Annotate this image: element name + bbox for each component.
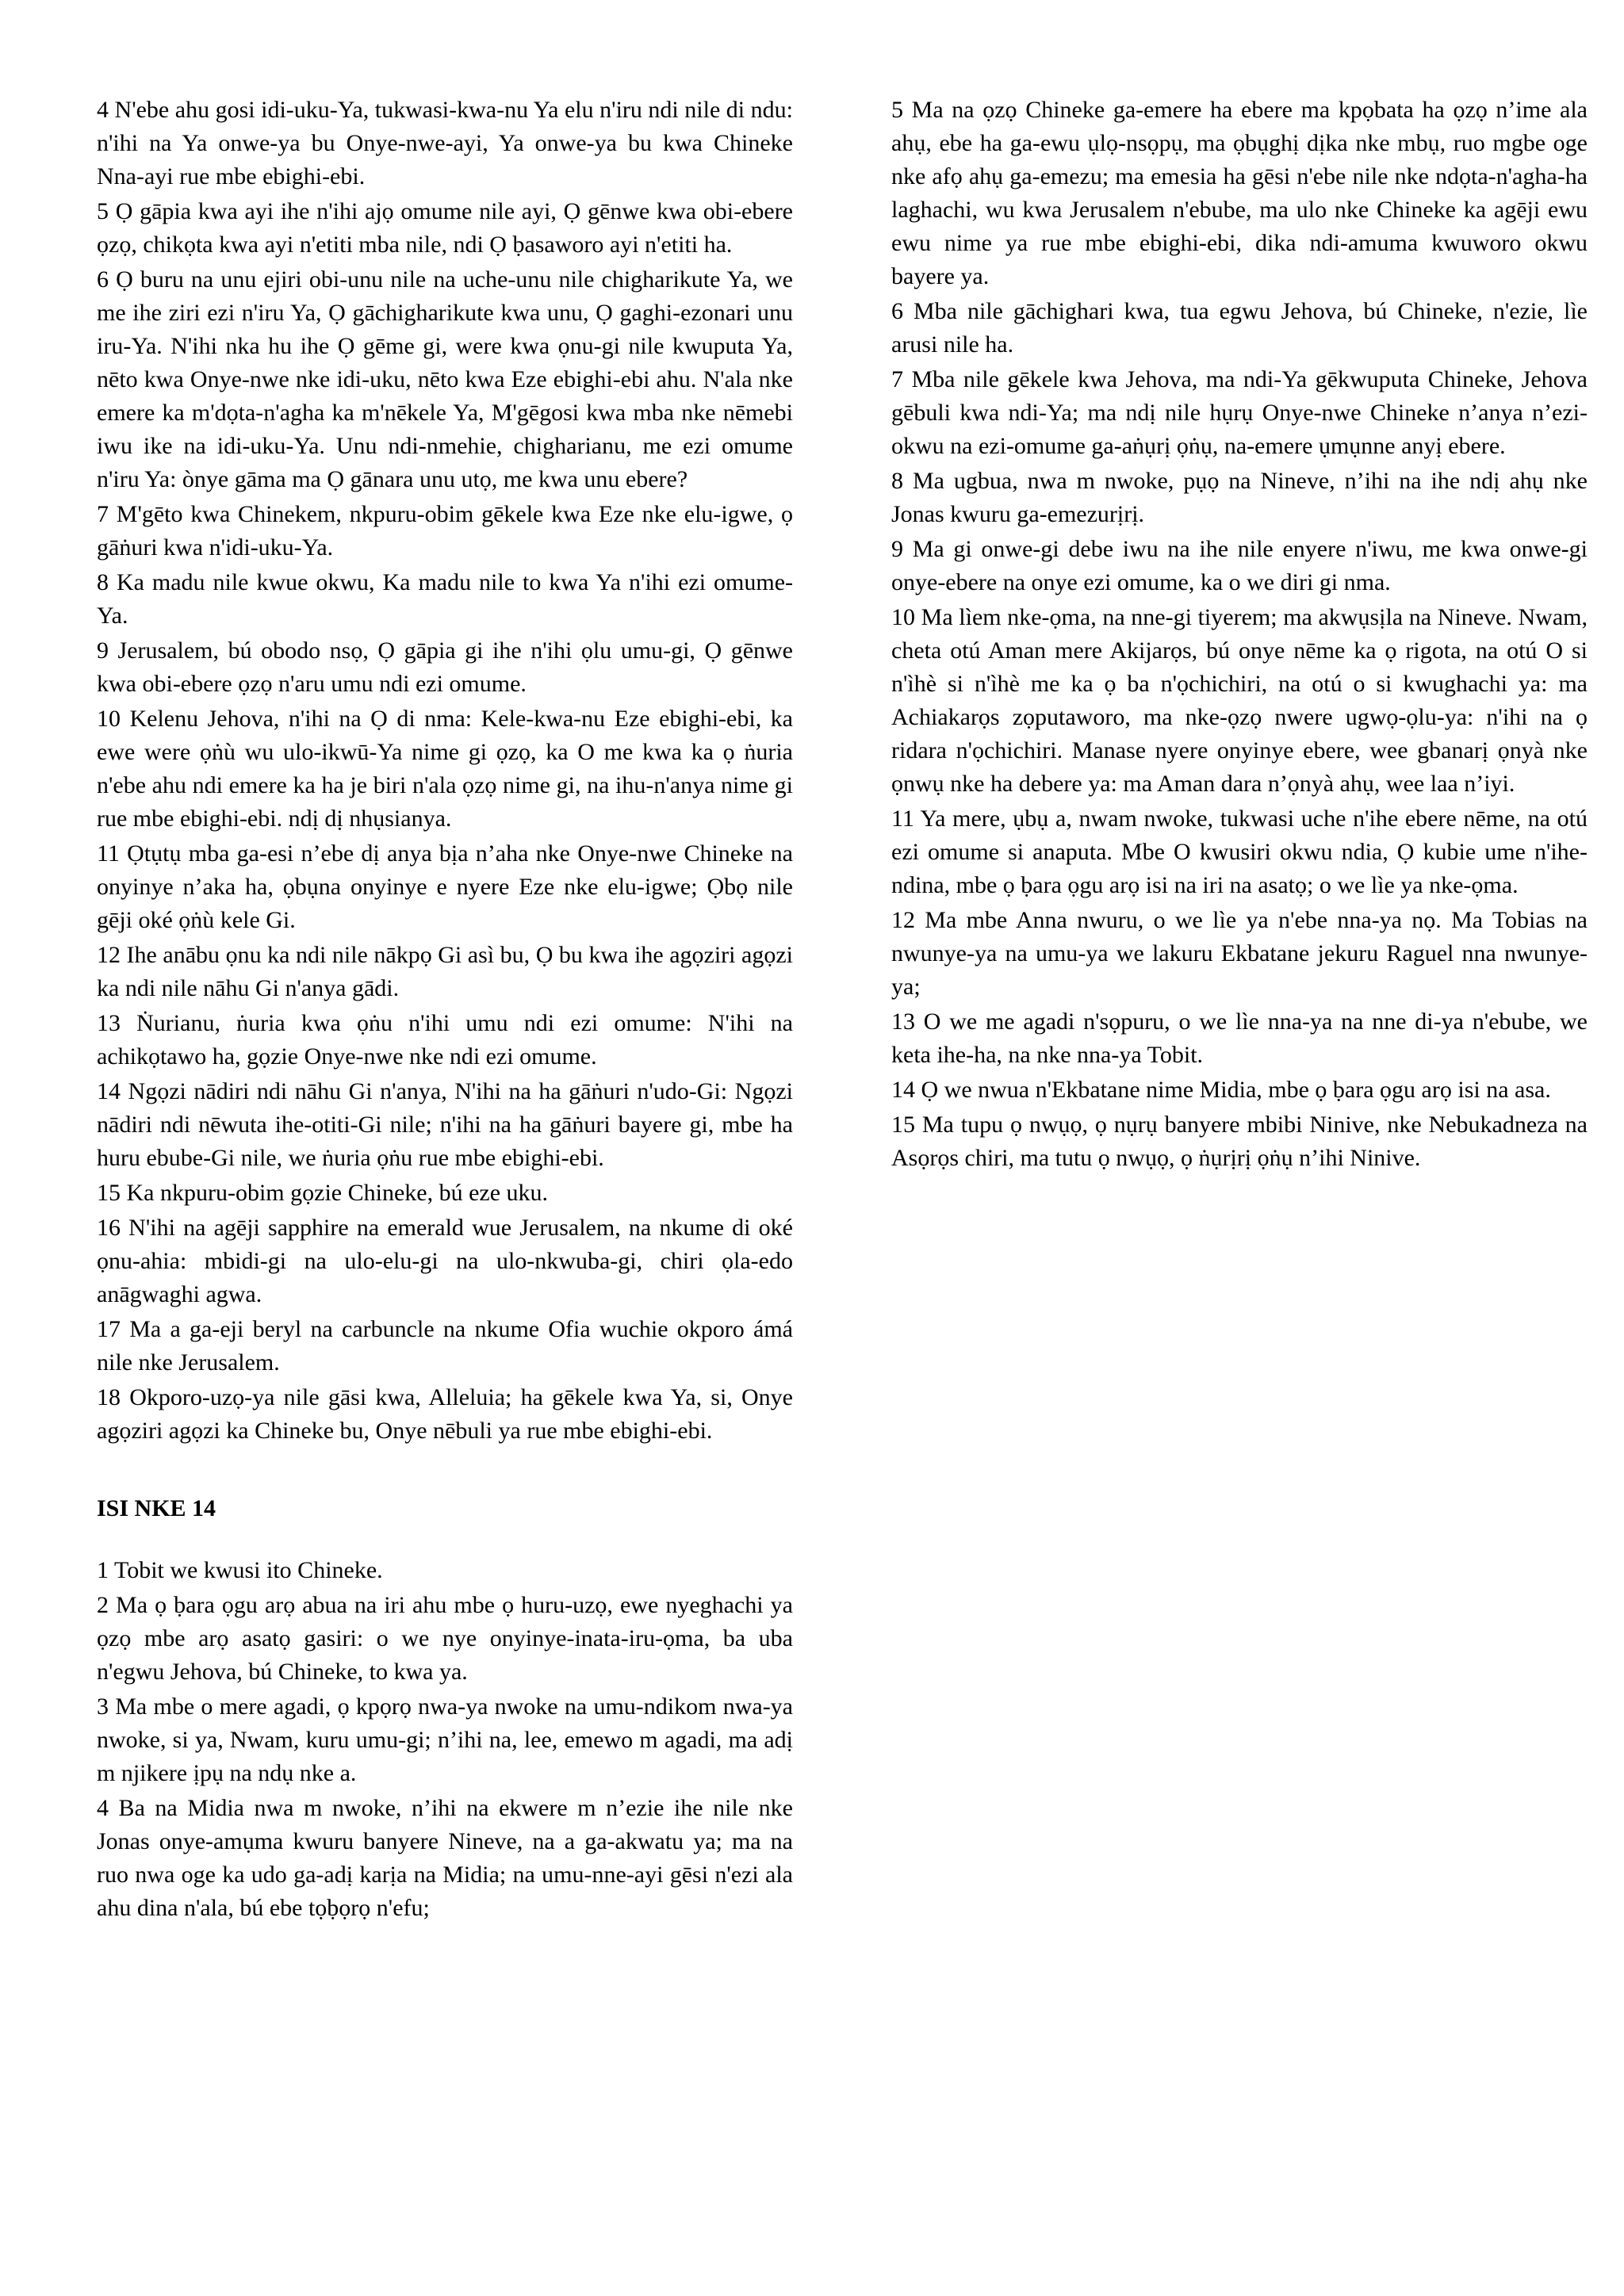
verse: 10 Ma lìem nke-ọma, na nne-gi tiyerem; ma akwụsịla na Nineve. Nwam, cheta otú Aman mere Akijarọs, bú onye nēme ka ọ rigota, na otú O si n'ìhè si n'ìhè me ka ọ ba n'ọchichiri, na otú o si kwughachi ya: ma Achiakarọs zọputaworo, ma nke-ọzọ nwere ugwọ-ọlu-ya: n'ihi na ọ ridara n'ọchichiri. Manase nyere onyinye ebere, wee gbanarị ọnyà nke ọnwụ nke ha debere ya: ma Aman dara n’ọnyà ahụ, wee laa n’iyi. bbox=[891, 604, 1588, 797]
verse: 11 Ọtụtụ mba ga-esi n’ebe dị anya bịa n’aha nke Onye-nwe Chineke na onyinye n’aka ha, ọbụna onyinye e nyere Eze nke elu-igwe; Ọbọ nile gēji oké ọṅù kele Gi. bbox=[97, 840, 793, 933]
chapter-heading: ISI NKE 14 bbox=[97, 1495, 216, 1521]
verse: 9 Jerusalem, bú obodo nsọ, Ọ gāpia gi ihe n'ihi ọlu umu-gi, Ọ gēnwe kwa obi-ebere ọzọ n'aru umu ndi ezi omume. bbox=[97, 637, 793, 697]
verse: 12 Ihe anābu ọnu ka ndi nile nākpọ Gi asì bu, Ọ bu kwa ihe agọziri agọzi ka ndi nile nāhu Gi n'anya gādi. bbox=[97, 942, 793, 1001]
verse: 6 Mba nile gāchighari kwa, tua egwu Jehova, bú Chineke, n'ezie, lìe arusi nile ha. bbox=[891, 298, 1588, 358]
verse: 5 Ọ gāpia kwa ayi ihe n'ihi ajọ omume nile ayi, Ọ gēnwe kwa obi-ebere ọzọ, chikọta kwa ayi n'etiti mba nile, ndi Ọ ḅasaworo ayi n'etiti ha. bbox=[97, 198, 793, 258]
verse: 8 Ma ugbua, nwa m nwoke, pụọ na Nineve, n’ihi na ihe ndị ahụ nke Jonas kwuru ga-emezurịrị. bbox=[891, 468, 1588, 527]
verse: 18 Okporo-uzọ-ya nile gāsi kwa, Alleluia; ha gēkele kwa Ya, si, Onye agọziri agọzi ka Chineke bu, Onye nēbuli ya rue mbe ebighi-ebi. bbox=[97, 1384, 793, 1444]
verse: 17 Ma a ga-eji beryl na carbuncle na nkume Ofia wuchie okporo ámá nile nke Jerusalem. bbox=[97, 1316, 793, 1376]
verse: 9 Ma gi onwe-gi debe iwu na ihe nile enyere n'iwu, me kwa onwe-gi onye-ebere na onye ezi omume, ka o we diri gi nma. bbox=[891, 536, 1588, 595]
verse: 8 Ka madu nile kwue okwu, Ka madu nile to kwa Ya n'ihi ezi omume-Ya. bbox=[97, 569, 793, 629]
verse: 6 Ọ buru na unu ejiri obi-unu nile na uche-unu nile chigharikute Ya, we me ihe ziri ezi n'iru Ya, Ọ gāchigharikute kwa unu, Ọ gaghi-ezonari unu iru-Ya. N'ihi nka hu ihe Ọ gēme gi, were kwa ọnu-gi nile kwuputa Ya, nēto kwa Onye-nwe nke idi-uku, nēto kwa Eze ebighi-ebi ahu. N'ala nke emere ka m'dọta-n'agha ka m'nēkele Ya, M'gēgosi kwa mba nke nēmebi iwu ike na idi-uku-Ya. Unu ndi-nmehie, chigharianu, me ezi omume n'iru Ya: ònye gāma ma Ọ gānara unu utọ, me kwa unu ebere? bbox=[97, 266, 793, 492]
verse: 7 Mba nile gēkele kwa Jehova, ma ndi-Ya gēkwuputa Chineke, Jehova gēbuli kwa ndi-Ya; ma ndị nile hụrụ Onye-nwe Chineke n’anya n’ezi-okwu na ezi-omume ga-aṅụrị ọṅụ, na-emere ụmụnne anyị ebere. bbox=[891, 366, 1588, 459]
verse: 15 Ma tupu ọ nwụọ, ọ nụrụ banyere mbibi Ninive, nke Nebukadneza na Asọrọs chiri, ma tutu ọ nwụọ, ọ ṅụrịrị ọṅụ n’ihi Ninive. bbox=[891, 1112, 1588, 1171]
verse: 3 Ma mbe o mere agadi, ọ kpọrọ nwa-ya nwoke na umu-ndikom nwa-ya nwoke, si ya, Nwam, kuru umu-gi; n’ihi na, lee, emewo m agadi, ma adị m njikere ịpụ na ndụ nke a. bbox=[97, 1693, 793, 1786]
verse: 11 Ya mere, ụbụ a, nwam nwoke, tukwasi uche n'ihe ebere nēme, na otú ezi omume si anaputa. Mbe O kwusiri okwu ndia, Ọ kubie ume n'ihe-ndina, mbe ọ ḅara ọgu arọ isi na iri na asatọ; o we lìe ya nke-ọma. bbox=[891, 806, 1588, 898]
right-column bbox=[891, 94, 1588, 1927]
right-verses bbox=[891, 94, 1588, 1175]
verse: 2 Ma ọ ḅara ọgu arọ abua na iri ahu mbe ọ huru-uzọ, ewe nyeghachi ya ọzọ mbe arọ asatọ gasiri: o we nye onyinye-inata-iru-ọma, ba uba n'egwu Jehova, bú Chineke, to kwa ya. bbox=[97, 1592, 793, 1685]
verse: 13 O we me agadi n'sọpuru, o we lìe nna-ya na nne di-ya n'ebube, we keta ihe-ha, na nke nna-ya Tobit. bbox=[891, 1008, 1588, 1068]
left-verses bbox=[97, 94, 793, 1448]
document-page bbox=[97, 94, 1588, 1927]
verse: 12 Ma mbe Anna nwuru, o we lìe ya n'ebe nna-ya nọ. Ma Tobias na nwunye-ya na umu-ya we lakuru Ekbatane jekuru Raguel nna nwunye-ya; bbox=[891, 907, 1588, 1000]
verse: 14 Ọ we nwua n'Ekbatane nime Midia, mbe ọ ḅara ọgu arọ isi na asa. bbox=[891, 1077, 1551, 1103]
verse: 16 N'ihi na agēji sapphire na emerald wue Jerusalem, na nkume di oké ọnu-ahia: mbidi-gi na ulo-elu-gi na ulo-nkwuba-gi, chiri ọla-edo anāgwaghi agwa. bbox=[97, 1215, 793, 1307]
verse: 7 M'gēto kwa Chinekem, nkpuru-obim gēkele kwa Eze nke elu-igwe, ọ gāṅuri kwa n'idi-uku-Ya. bbox=[97, 501, 793, 561]
verse: 5 Ma na ọzọ Chineke ga-emere ha ebere ma kpọbata ha ọzọ n’ime ala ahụ, ebe ha ga-ewu ụlọ-nsọpụ, ma ọbụghị dịka nke mbụ, ruo mgbe oge nke afọ ahụ ga-emezu; ma emesia ha gēsi n'ebe nile nke ndọta-n'agha-ha laghachi, wu kwa Jerusalem n'ebube, ma ulo nke Chineke ka agēji ewu ewu nime ya rue mbe ebighi-ebi, dika ndi-amuma kwuworo okwu bayere ya. bbox=[891, 97, 1588, 289]
verse: 1 Tobit we kwusi ito Chineke. bbox=[97, 1557, 383, 1583]
verse: 4 N'ebe ahu gosi idi-uku-Ya, tukwasi-kwa-nu Ya elu n'iru ndi nile di ndu: n'ihi na Ya onwe-ya bu Onye-nwe-ayi, Ya onwe-ya bu kwa Chineke Nna-ayi rue mbe ebighi-ebi. bbox=[97, 97, 793, 189]
verse: 13 Ṅurianu, ṅuria kwa ọṅu n'ihi umu ndi ezi omume: N'ihi na achikọtawo ha, gọzie Onye-nwe nke ndi ezi omume. bbox=[97, 1010, 793, 1070]
chapter-verses bbox=[97, 1554, 793, 1925]
verse: 15 Ka nkpuru-obim gọzie Chineke, bú eze uku. bbox=[97, 1180, 549, 1206]
verse: 10 Kelenu Jehova, n'ihi na Ọ di nma: Kele-kwa-nu Eze ebighi-ebi, ka ewe were ọṅù wu ulo-ikwū-Ya nime gi ọzọ, ka O me kwa ka ọ ṅuria n'ebe ahu ndi emere ka ha je biri n'ala ọzọ nime gi, na ihu-n'anya nime gi rue mbe ebighi-ebi. ndị dị nhụsianya. bbox=[97, 706, 793, 832]
verse: 14 Ngọzi nādiri ndi nāhu Gi n'anya, N'ihi na ha gāṅuri n'udo-Gi: Ngọzi nādiri ndi nēwuta ihe-otiti-Gi nile; n'ihi na ha gāṅuri bayere gi, mbe ha huru ebube-Gi nile, we ṅuria ọṅu rue mbe ebighi-ebi. bbox=[97, 1078, 793, 1171]
verse: 4 Ba na Midia nwa m nwoke, n’ihi na ekwere m n’ezie ihe nile nke Jonas onye-amụma kwuru banyere Nineve, na a ga-akwatu ya; ma na ruo nwa oge ka udo ga-adị karịa na Midia; na umu-nne-ayi gēsi n'ezi ala ahu dina n'ala, bú ebe tọḅọrọ n'efu; bbox=[97, 1795, 793, 1921]
left-column bbox=[97, 94, 793, 1927]
